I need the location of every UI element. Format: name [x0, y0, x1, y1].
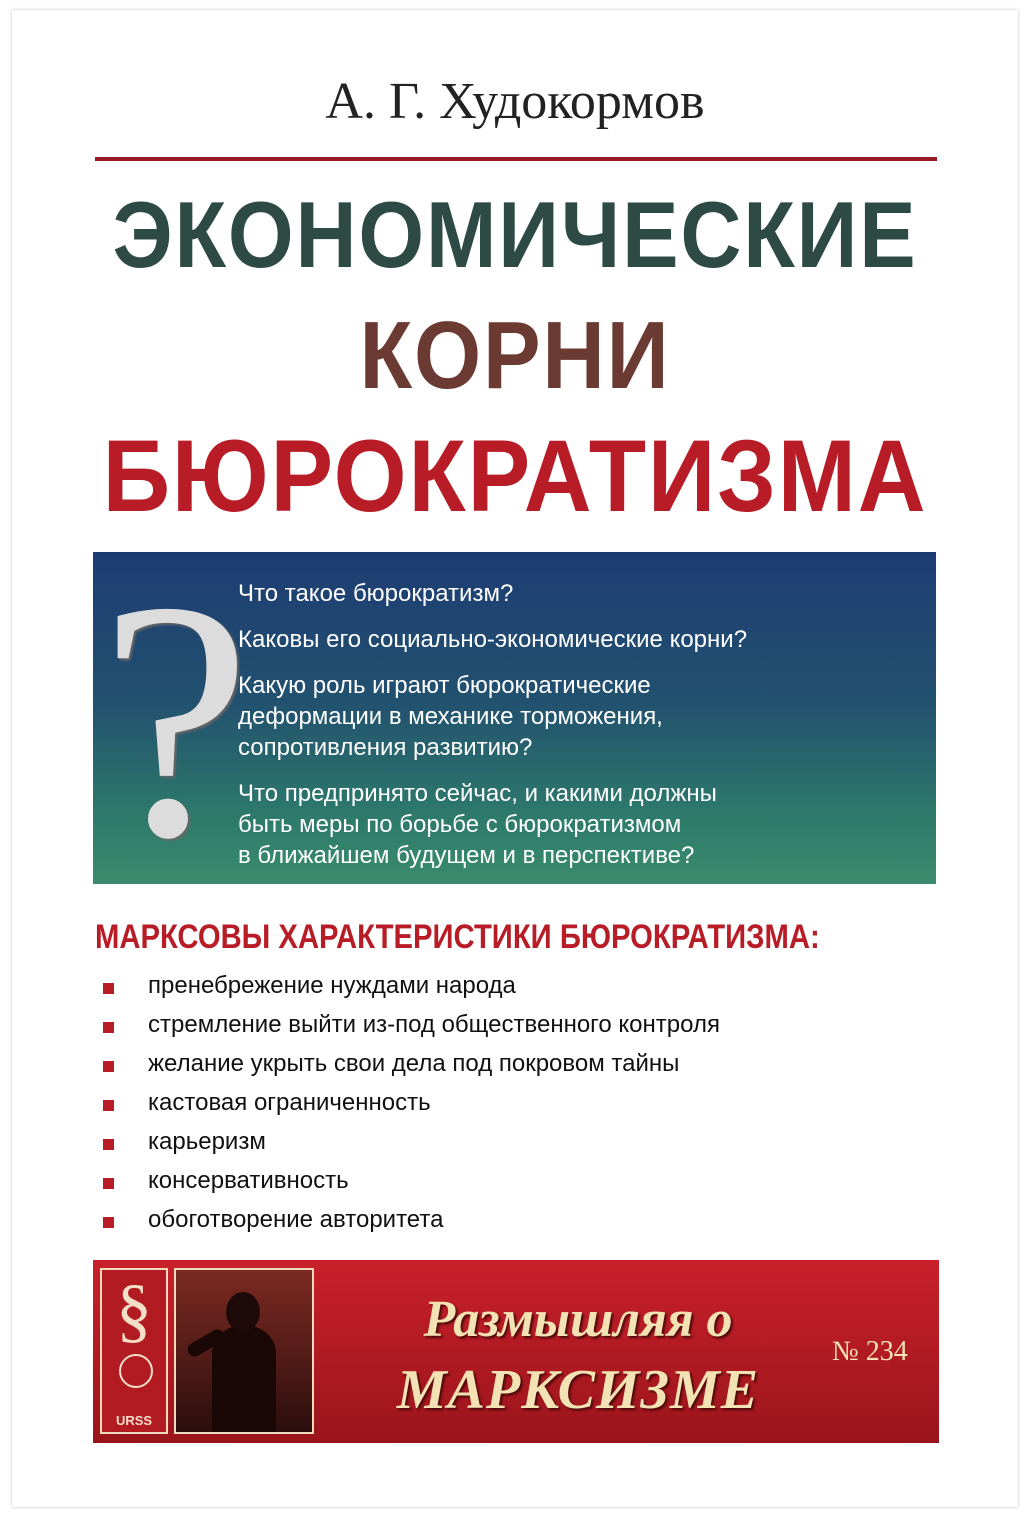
bullet-icon — [103, 1022, 114, 1033]
question-3: Какую роль играют бюрократические деформации в механике торможения, сопротивления развитию? — [238, 672, 663, 761]
bullet-icon — [103, 1061, 114, 1072]
bullet-icon — [103, 1178, 114, 1189]
orator-portrait — [174, 1268, 314, 1434]
publisher-name: URSS — [115, 1413, 153, 1428]
bullet-icon — [103, 1217, 114, 1228]
section-sign-icon: § — [116, 1270, 152, 1350]
globe-icon — [119, 1354, 153, 1388]
bullet-icon — [103, 1139, 114, 1150]
publisher-logo — [100, 1268, 168, 1434]
question-2: Каковы его социально-экономические корни? — [238, 626, 748, 653]
series-number: № 234 — [832, 1336, 908, 1367]
bullet-icon — [103, 1100, 114, 1111]
title-line-1: ЭКОНОМИЧЕСКИЕ — [112, 182, 918, 287]
title-line-3: БЮРОКРАТИЗМА — [102, 419, 928, 533]
title-line-2: КОРНИ — [359, 302, 671, 409]
question-1: Что такое бюрократизм? — [238, 580, 514, 607]
characteristics-heading: МАРКСОВЫ ХАРАКТЕРИСТИКИ БЮРОКРАТИЗМА: — [95, 918, 820, 956]
author-name: А. Г. Худокормов — [325, 73, 705, 130]
bullet-icon — [103, 983, 114, 994]
title-divider — [95, 157, 937, 161]
question-mark-icon: ? — [100, 531, 251, 908]
series-title-line-2: МАРКСИЗМЕ — [396, 1359, 760, 1421]
series-title-line-1: Размышляя о — [423, 1291, 733, 1348]
question-4: Что предпринято сейчас, и какими должны быть меры по борьбе с бюрократизмом в ближайшем будущем и в перспективе? — [238, 780, 717, 869]
